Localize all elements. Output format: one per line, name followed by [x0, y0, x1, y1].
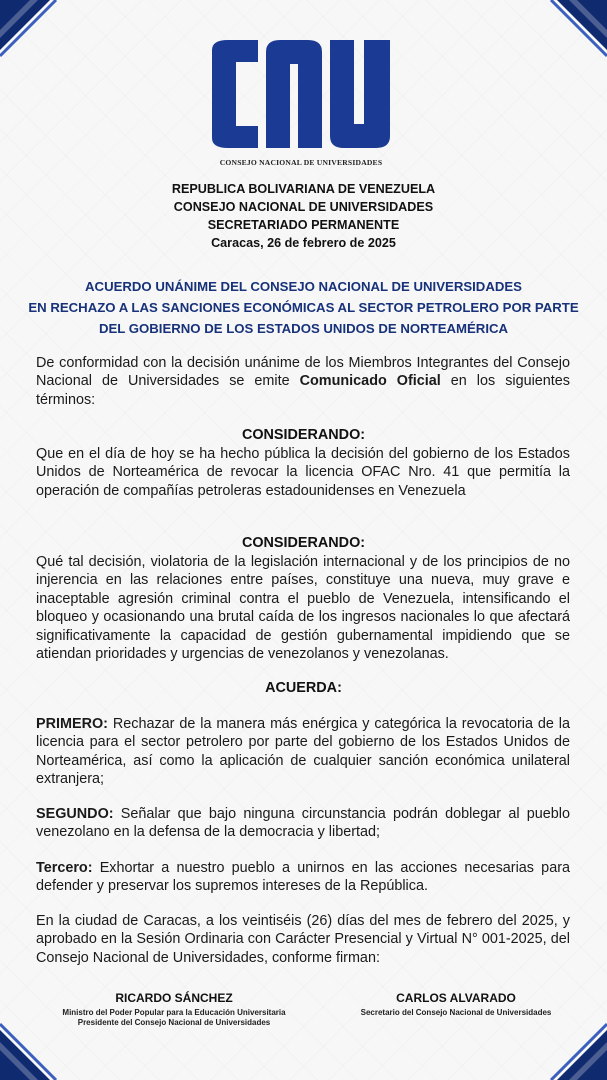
acuerda-heading: ACUERDA:: [265, 680, 342, 696]
header-republic: REPUBLICA BOLIVARIANA DE VENEZUELA: [171, 182, 436, 196]
corner-decoration-top-left: [0, 0, 70, 70]
signature-block-right: [336, 991, 576, 1018]
segundo-label: SEGUNDO:: [36, 806, 114, 822]
considerando-heading-2: CONSIDERANDO:: [241, 535, 366, 551]
intro-text-before: De conformidad con la decisión unánime de los Miembros Integrantes del Consejo Nacional de Universidades se emite: [36, 355, 570, 390]
signature-block-left: [36, 991, 312, 1028]
signatory-role-right-1: Secretario del Consejo Nacional de Universidades: [360, 1008, 552, 1017]
intro-text-bold: Comunicado Oficial: [299, 373, 441, 390]
corner-decoration-top-right: [537, 0, 607, 70]
tercero-text: Exhortar a nuestro pueblo a unirnos en las acciones necesarias para defender y preservar los supremos intereses de la República.: [36, 860, 570, 895]
primero-paragraph: [36, 715, 570, 789]
title-line-3: DEL GOBIERNO DE LOS ESTADOS UNIDOS DE NORTEAMÉRICA: [98, 321, 509, 336]
tercero-label: Tercero:: [36, 860, 93, 876]
tercero-paragraph: [36, 859, 570, 896]
segundo-text: Señalar que bajo ninguna circunstancia podrán doblegar al pueblo venezolano en la defensa de la democracia y libertad;: [36, 806, 570, 841]
cnu-logo: [208, 38, 394, 150]
header-secretariat: SECRETARIADO PERMANENTE: [207, 218, 400, 232]
primero-text: Rechazar de la manera más enérgica y categórica la revocatoria de la licencia para el sector petrolero por parte del gobierno de los Estados Unidos de Norteamérica, así como la aplicación de cualquier sanción económica unilateral extranjera;: [36, 716, 570, 788]
document-title: [20, 276, 587, 339]
considerando-paragraph-1: Que en el día de hoy se ha hecho pública la decisión del gobierno de los Estados Unidos de Norteamérica de revocar la licencia OFAC Nro. 41 que permitía la operación de compañías petroleras estadounidenses en Venezuela: [36, 446, 570, 499]
closing-paragraph: En la ciudad de Caracas, a los veintiséis (26) días del mes de febrero del 2025, y aprobado en la Sesión Ordinaria con Carácter Presencial y Virtual N° 001-2025, del Consejo Nacional de Universidades, conforme firman:: [36, 913, 570, 966]
title-line-2: EN RECHAZO A LAS SANCIONES ECONÓMICAS AL SECTOR PETROLERO POR PARTE: [28, 300, 579, 315]
corner-decoration-bottom-right: [537, 1010, 607, 1080]
signatory-name-right: CARLOS ALVARADO: [396, 991, 516, 1005]
header-council: CONSEJO NACIONAL DE UNIVERSIDADES: [173, 200, 434, 214]
header-date: Caracas, 26 de febrero de 2025: [211, 236, 396, 250]
considerando-paragraph-2: Qué tal decisión, violatoria de la legislación internacional y de los principios de no injerencia en las relaciones entre países, constituye una nueva, muy grave e inaceptable agresión criminal contra el pueblo de Venezuela, intensificando el bloqueo y ocasionando una brutal caída de los ingresos nacionales lo que afectará significativamente la capacidad de gestión gubernamental impidiendo que se atiendan prioridades y urgencias de venezolanos y venezolanas.: [36, 554, 570, 663]
considerando-heading-1: CONSIDERANDO:: [241, 427, 366, 443]
signatory-name-left: RICARDO SÁNCHEZ: [115, 991, 233, 1005]
primero-label: PRIMERO:: [36, 716, 108, 732]
logo-caption: CONSEJO NACIONAL DE UNIVERSIDADES: [219, 158, 383, 167]
signatory-role-left-1: Ministro del Poder Popular para la Educación Universitaria: [62, 1008, 286, 1017]
title-line-1: ACUERDO UNÁNIME DEL CONSEJO NACIONAL DE UNIVERSIDADES: [85, 279, 522, 294]
segundo-paragraph: [36, 805, 570, 842]
intro-text-after: en los siguientes términos:: [36, 373, 570, 408]
document-header: [0, 180, 607, 252]
intro-paragraph: [36, 354, 570, 409]
signatory-role-left-2: Presidente del Consejo Nacional de Universidades: [77, 1018, 271, 1027]
